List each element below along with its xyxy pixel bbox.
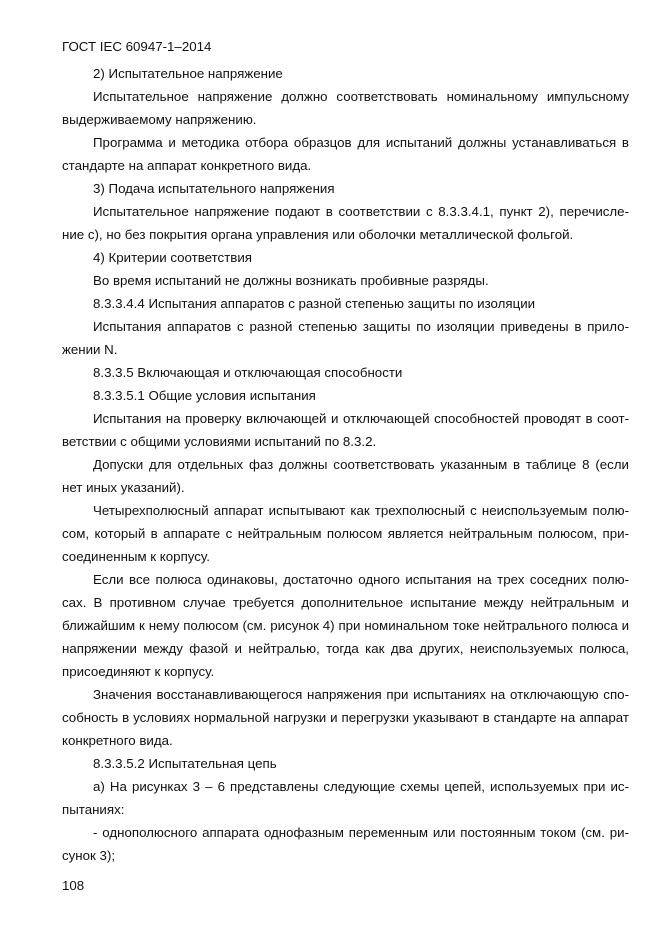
paragraph: Во время испытаний не должны возникать пробивные разряды. bbox=[93, 273, 489, 288]
section-heading: 8.3.3.5 Включающая и отключающая способности bbox=[93, 365, 403, 380]
list-item-heading: 2) Испытательное напряжение bbox=[93, 66, 283, 81]
paragraph: Программа и методика отбора образцов для испытаний должны устанавливаться в стандарте на аппарат конкретного вида. bbox=[62, 135, 629, 173]
section-heading: 8.3.3.5.2 Испытательная цепь bbox=[93, 756, 277, 771]
list-item: - однополюсного аппарата однофазным переменным или постоянным током (см. рисунок 3); bbox=[62, 825, 629, 863]
paragraph: Допуски для отдельных фаз должны соответствовать указанным в таблице 8 (если нет иных указаний). bbox=[62, 457, 629, 495]
paragraph: Испытательное напряжение должно соответствовать номинальному импульсному выдерживаемому напряжению. bbox=[62, 89, 629, 127]
list-item-heading: 4) Критерии соответствия bbox=[93, 250, 252, 265]
paragraph: Испытания аппаратов с разной степенью защиты по изоляции приведены в приложении N. bbox=[62, 319, 629, 357]
document-header: ГОСТ IEC 60947-1–2014 bbox=[62, 39, 212, 54]
paragraph: Четырехполюсный аппарат испытывают как трехполюсный с неиспользуемым полюсом, который в аппарате с нейтральным полюсом является нейтральным полюсом, присоединенным к корпусу. bbox=[62, 503, 629, 564]
paragraph: Испытательное напряжение подают в соответствии с 8.3.3.4.1, пункт 2), перечисление с), но без покрытия органа управления или оболочки металлической фольгой. bbox=[62, 204, 629, 242]
page-number: 108 bbox=[62, 878, 85, 893]
paragraph: а) На рисунках 3 – 6 представлены следующие схемы цепей, используемых при испытаниях: bbox=[62, 779, 629, 817]
section-heading: 8.3.3.4.4 Испытания аппаратов с разной степенью защиты по изоляции bbox=[93, 296, 536, 311]
list-item-heading: 3) Подача испытательного напряжения bbox=[93, 181, 335, 196]
paragraph: Если все полюса одинаковы, достаточно одного испытания на трех соседних полюсах. В противном случае требуется дополнительное испытание между нейтральным и ближайшим к нему полюсом (см. рисунок 4) при номинальном токе нейтрального полюса и напряжении между фазой и нейтралью, тогда как два других, неиспользуемых полюса, присоединяют к корпусу. bbox=[62, 572, 629, 679]
paragraph: Значения восстанавливающегося напряжения при испытаниях на отключающую способность в условиях нормальной нагрузки и перегрузки указывают в стандарте на аппарат конкретного вида. bbox=[62, 687, 629, 748]
document-body bbox=[62, 62, 629, 867]
section-heading: 8.3.3.5.1 Общие условия испытания bbox=[93, 388, 316, 403]
paragraph: Испытания на проверку включающей и отключающей способностей проводят в соответствии с общими условиями испытаний по 8.3.2. bbox=[62, 411, 629, 449]
